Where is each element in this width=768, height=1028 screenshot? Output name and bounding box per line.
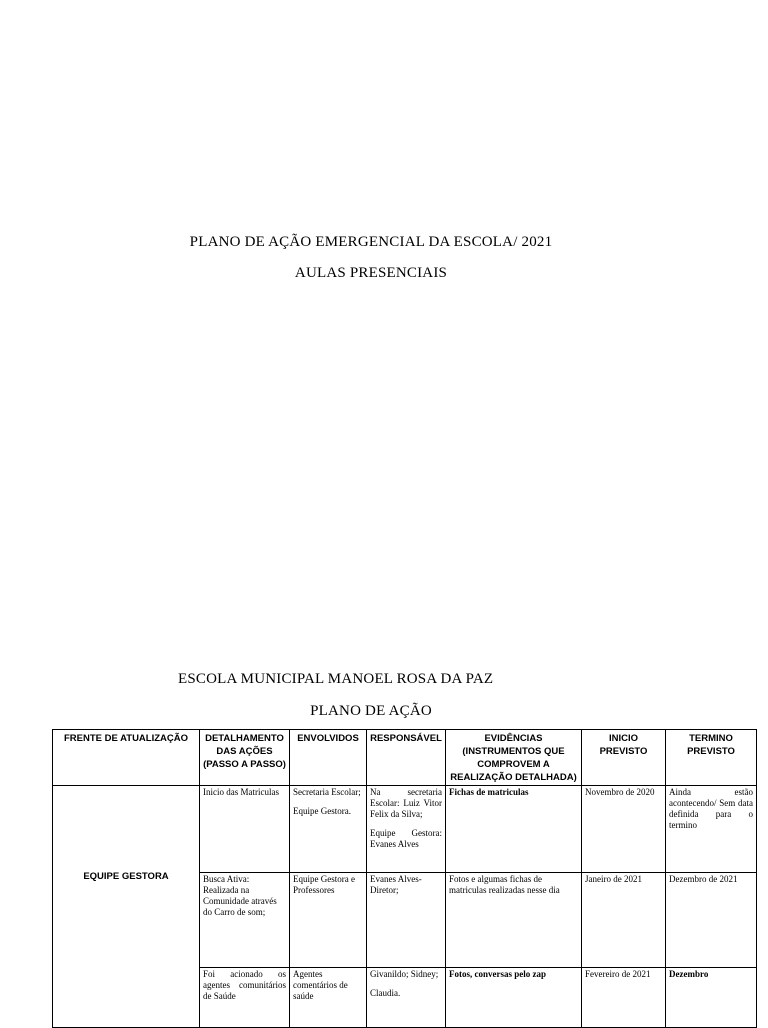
action-plan-table	[52, 729, 757, 1028]
inicio-cell: Fevereiro de 2021	[582, 968, 666, 1028]
acao-cell: Busca Ativa: Realizada na Comunidade através do Carro de som;	[200, 873, 290, 968]
header-termino: TERMINO PREVISTO	[666, 730, 757, 786]
header-frente: FRENTE DE ATUALIZAÇÃO	[53, 730, 200, 786]
table-header-row	[53, 730, 757, 786]
acao-cell: Inicio das Matriculas	[200, 786, 290, 873]
document-subtitle: AULAS PRESENCIAIS	[294, 265, 448, 281]
termino-cell: Ainda estão acontecendo/ Sem data definida para o termino	[666, 786, 757, 873]
responsavel-cell	[367, 968, 446, 1028]
responsavel-line: Equipe Gestora: Evanes Alves	[370, 828, 442, 849]
envolvidos-line: Equipe Gestora.	[293, 806, 351, 816]
front-cell	[53, 786, 200, 1028]
header-evidencias: EVIDÊNCIAS (INSTRUMENTOS QUE COMPROVEM A REALIZAÇÃO DETALHADA)	[446, 730, 582, 786]
acao-cell: Foi acionado os agentes comunitários de Saúde	[200, 968, 290, 1028]
header-detalhamento: DETALHAMENTO DAS AÇÕES (PASSO A PASSO)	[200, 730, 290, 786]
evidencias-cell: Fotos, conversas pelo zap	[446, 968, 582, 1028]
plan-title: PLANO DE AÇÃO	[310, 703, 432, 719]
responsavel-cell: Evanes Alves- Diretor;	[367, 873, 446, 968]
termino-cell: Dezembro de 2021	[666, 873, 757, 968]
responsavel-line: Na secretaria Escolar: Luiz Vitor Felix da Silva;	[370, 787, 442, 819]
header-inicio: INICIO PREVISTO	[582, 730, 666, 786]
envolvidos-cell	[290, 786, 367, 873]
envolvidos-cell: Agentes comentários de saúde	[290, 968, 367, 1028]
responsavel-line: Claudia.	[370, 988, 401, 998]
evidencias-cell: Fichas de matriculas	[446, 786, 582, 873]
responsavel-line: Givanildo; Sidney;	[370, 969, 439, 979]
header-envolvidos: ENVOLVIDOS	[290, 730, 367, 786]
responsavel-cell	[367, 786, 446, 873]
table-row	[53, 786, 757, 873]
header-responsavel: RESPONSÁVEL	[367, 730, 446, 786]
termino-cell: Dezembro	[666, 968, 757, 1028]
inicio-cell: Novembro de 2020	[582, 786, 666, 873]
document-title: PLANO DE AÇÃO EMERGENCIAL DA ESCOLA/ 2021	[189, 234, 553, 250]
front-label: EQUIPE GESTORA	[83, 871, 169, 882]
evidencias-cell: Fotos e algumas fichas de matriculas realizadas nesse dia	[446, 873, 582, 968]
envolvidos-line: Secretaria Escolar;	[293, 787, 361, 797]
inicio-cell: Janeiro de 2021	[582, 873, 666, 968]
envolvidos-cell: Equipe Gestora e Professores	[290, 873, 367, 968]
school-name: ESCOLA MUNICIPAL MANOEL ROSA DA PAZ	[178, 671, 494, 687]
